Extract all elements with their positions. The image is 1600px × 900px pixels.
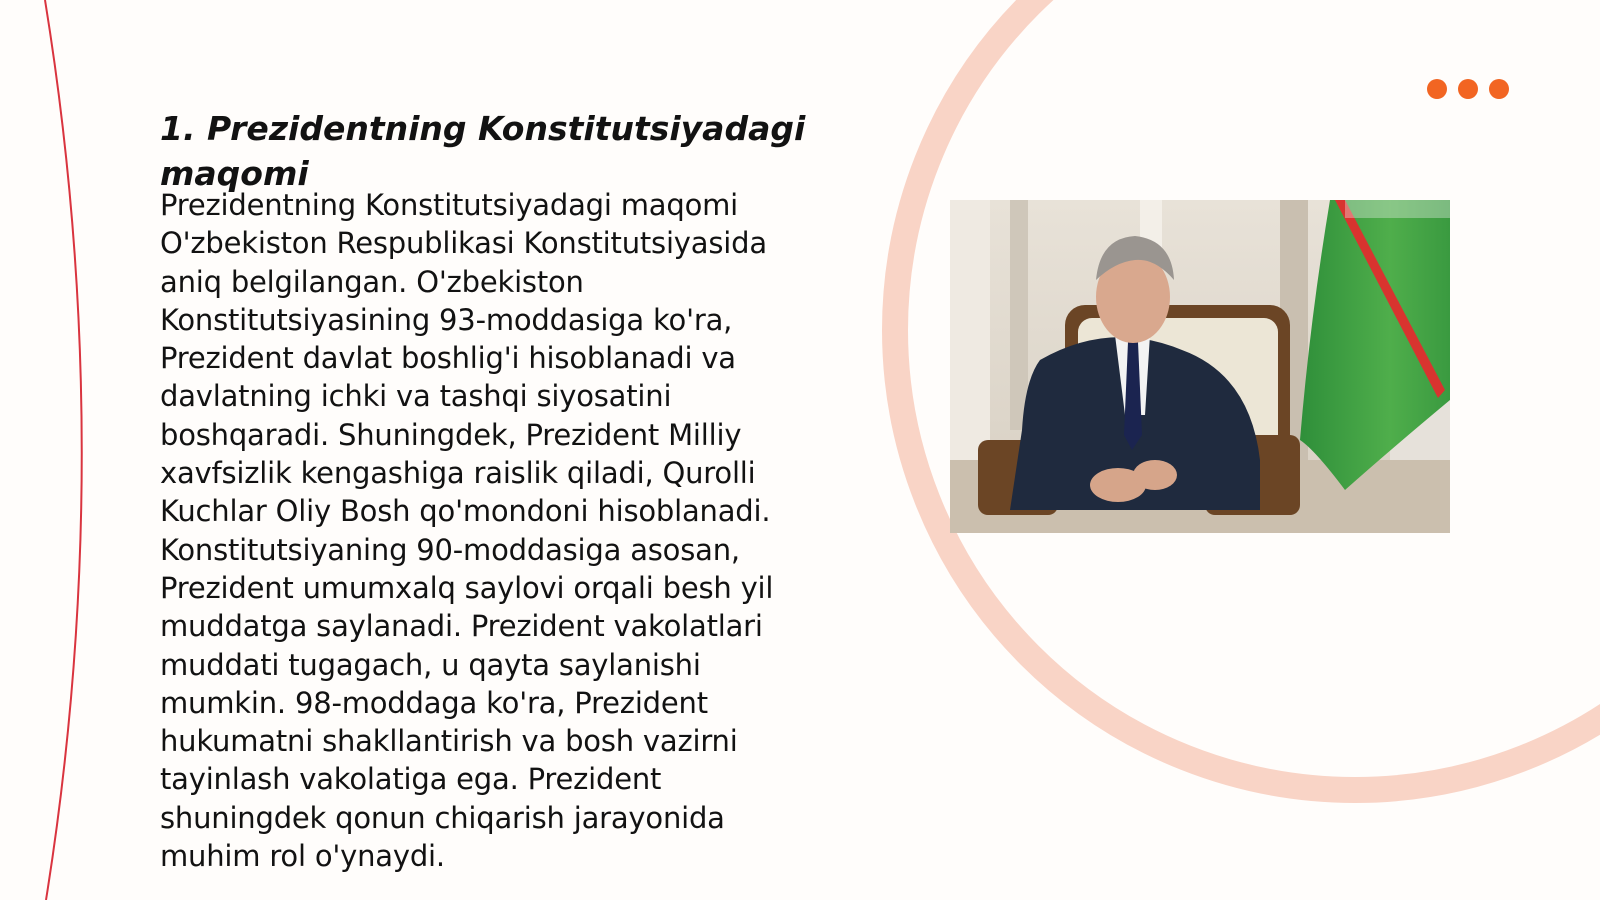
slide-body-text: Prezidentning Konstitutsiyadagi maqomi O'zbekiston Respublikasi Konstitutsiyasida aniq belgilangan. O'zbekiston Konstitutsiyasining 93-moddasiga ko'ra, Prezident davlat boshlig'i hisoblanadi va davlatning ichki va tashqi siyosatini boshqaradi. Shuningdek, Prezident Milliy xavfsizlik kengashiga raislik qiladi, Qurolli Kuchlar Oliy Bosh qo'mondoni hisoblanadi. Konstitutsiyaning 90-moddasiga asosan, Prezident umumxalq saylovi orqali besh yil muddatga saylanadi. Prezident vakolatlari muddati tugagach, u qayta saylanishi mumkin. 98-moddaga ko'ra, Prezident hukumatni shakllantirish va bosh vazirni tayinlash vakolatiga ega. Prezident shuningdek qonun chiqarish jarayonida muhim rol o'ynaydi. — [160, 188, 774, 874]
president-photo — [950, 200, 1450, 533]
dot-2 — [1458, 79, 1478, 99]
dot-1 — [1427, 79, 1447, 99]
left-curve-line — [45, 0, 82, 900]
slide-title: 1. Prezidentning Konstitutsiyadagi maqomi — [160, 109, 806, 193]
ellipsis-dots-icon — [1427, 79, 1509, 99]
dot-3 — [1489, 79, 1509, 99]
